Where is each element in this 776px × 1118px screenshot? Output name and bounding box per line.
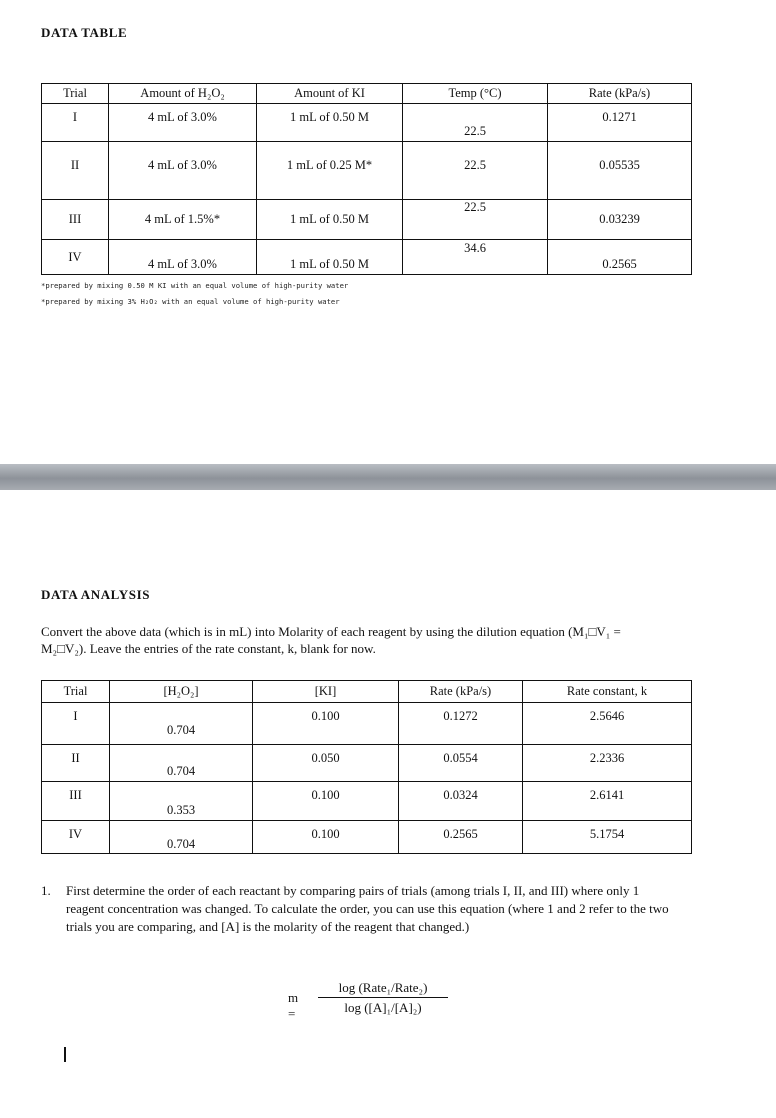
cell-ki: 1 mL of 0.25 M* xyxy=(257,142,403,200)
header-trial: Trial xyxy=(42,681,110,703)
cell-h2o2: 0.704 xyxy=(110,821,253,854)
cell-rate: 0.2565 xyxy=(399,821,523,854)
cell-ki: 1 mL of 0.50 M xyxy=(257,200,403,240)
document-page-2 xyxy=(0,490,776,1118)
table-row xyxy=(42,240,692,275)
footnote-ki: *prepared by mixing 0.50 M KI with an equal volume of high-purity water xyxy=(41,281,349,290)
text-cursor[interactable] xyxy=(64,1047,66,1062)
cell-k: 2.6141 xyxy=(523,782,692,821)
cell-trial: II xyxy=(42,745,110,782)
header-rate: Rate (kPa/s) xyxy=(548,84,692,104)
cell-trial: I xyxy=(42,104,109,142)
question-number: 1. xyxy=(41,883,51,898)
cell-k: 2.2336 xyxy=(523,745,692,782)
cell-ki: 0.100 xyxy=(253,782,399,821)
table-row xyxy=(42,142,692,200)
table-row xyxy=(42,782,692,821)
cell-h2o2: 0.704 xyxy=(110,745,253,782)
cell-temp: 34.6 xyxy=(403,240,548,275)
formula-lhs: m = xyxy=(288,990,299,1021)
analysis-intro-text: Convert the above data (which is in mL) into Molarity of each reagent by using the dilution equation (M₁□V₁ = M₂□V₂). Leave the entries of the rate constant, k, blank for now. xyxy=(41,624,621,656)
footnote-h2o2: *prepared by mixing 3% H₂O₂ with an equal volume of high-purity water xyxy=(41,297,340,306)
header-ki-molarity: [KI] xyxy=(253,681,399,703)
header-trial: Trial xyxy=(42,84,109,104)
question-text: First determine the order of each reactant by comparing pairs of trials (among trials I, II, and III) where only 1 reagent concentration was changed. To calculate the order, you can use this equation (where 1 and 2 refer to the two trials you are comparing, and [A] is the molarity of the reagent that changed.) xyxy=(66,883,669,934)
analysis-header-row xyxy=(42,681,692,703)
table-row xyxy=(42,703,692,745)
page-separator xyxy=(0,464,776,490)
formula-denominator: log ([A]₁/[A]₂) xyxy=(344,1000,422,1015)
cell-h2o2: 0.353 xyxy=(110,782,253,821)
cell-ki: 0.100 xyxy=(253,821,399,854)
cell-rate: 0.2565 xyxy=(548,240,692,275)
table-row xyxy=(42,200,692,240)
cell-trial: I xyxy=(42,703,110,745)
document-page-1 xyxy=(0,0,776,464)
cell-ki: 0.100 xyxy=(253,703,399,745)
formula-fraction xyxy=(318,980,448,1016)
cell-h2o2: 0.704 xyxy=(110,703,253,745)
cell-h2o2: 4 mL of 3.0% xyxy=(109,240,257,275)
data-table xyxy=(41,83,692,275)
cell-h2o2: 4 mL of 1.5%* xyxy=(109,200,257,240)
header-rate-constant: Rate constant, k xyxy=(523,681,692,703)
cell-trial: IV xyxy=(42,821,110,854)
cell-h2o2: 4 mL of 3.0% xyxy=(109,142,257,200)
cell-trial: III xyxy=(42,200,109,240)
data-table-header-row xyxy=(42,84,692,104)
cell-k: 2.5646 xyxy=(523,703,692,745)
table-row xyxy=(42,745,692,782)
cell-rate: 0.1271 xyxy=(548,104,692,142)
cell-ki: 0.050 xyxy=(253,745,399,782)
cell-rate: 0.1272 xyxy=(399,703,523,745)
formula-numerator: log (Rate₁/Rate₂) xyxy=(318,980,448,998)
cell-rate: 0.05535 xyxy=(548,142,692,200)
cell-rate: 0.03239 xyxy=(548,200,692,240)
header-h2o2-molarity: [H₂O₂] xyxy=(110,681,253,703)
cell-ki: 1 mL of 0.50 M xyxy=(257,240,403,275)
table-row xyxy=(42,104,692,142)
cell-temp: 22.5 xyxy=(403,104,548,142)
cell-trial: III xyxy=(42,782,110,821)
cell-h2o2: 4 mL of 3.0% xyxy=(109,104,257,142)
cell-rate: 0.0554 xyxy=(399,745,523,782)
header-amount-h2o2: Amount of H₂O₂ xyxy=(109,84,257,104)
cell-temp: 22.5 xyxy=(403,200,548,240)
header-rate: Rate (kPa/s) xyxy=(399,681,523,703)
cell-temp: 22.5 xyxy=(403,142,548,200)
header-temp: Temp (°C) xyxy=(403,84,548,104)
header-amount-ki: Amount of KI xyxy=(257,84,403,104)
data-analysis-heading: DATA ANALYSIS xyxy=(41,587,151,602)
cell-rate: 0.0324 xyxy=(399,782,523,821)
cell-ki: 1 mL of 0.50 M xyxy=(257,104,403,142)
data-table-heading: DATA TABLE xyxy=(41,25,128,40)
analysis-table xyxy=(41,680,692,854)
cell-trial: II xyxy=(42,142,109,200)
cell-k: 5.1754 xyxy=(523,821,692,854)
cell-trial: IV xyxy=(42,240,109,275)
table-row xyxy=(42,821,692,854)
